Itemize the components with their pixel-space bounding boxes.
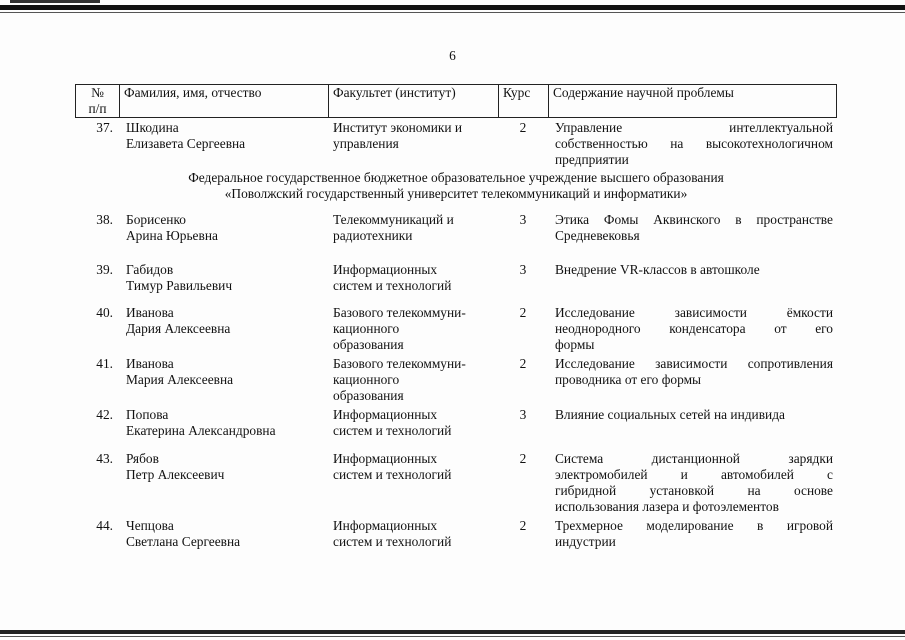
student-surname: Иванова	[126, 305, 174, 320]
table-row	[75, 305, 837, 355]
topic-line: Влияние социальных сетей на индивида	[555, 407, 785, 422]
table-row	[75, 212, 837, 262]
row-number: 38.	[96, 212, 113, 227]
research-topic	[555, 451, 833, 515]
faculty-line: Институт экономики и	[333, 120, 463, 135]
topic-line: электромобилей и автомобилей с	[555, 467, 833, 482]
student-surname: Габидов	[126, 262, 174, 277]
organization-heading	[75, 170, 837, 202]
scan-bottom-border	[0, 630, 905, 634]
topic-line: Трехмерное моделирование в игровой	[555, 518, 833, 533]
topic-line: собственностью на высокотехнологичном	[555, 136, 833, 151]
student-given-names: Светлана Сергеевна	[126, 534, 241, 549]
research-topic	[555, 305, 833, 353]
research-topic	[555, 212, 833, 244]
course: 3	[519, 407, 527, 422]
faculty-line: Информационных	[333, 518, 438, 533]
faculty-line: Телекоммуникаций и	[333, 212, 454, 227]
faculty	[333, 262, 498, 294]
organization-line-1: Федеральное государственное бюджетное образовательное учреждение высшего образования	[188, 170, 724, 185]
student-given-names: Петр Алексеевич	[126, 467, 225, 482]
faculty-line: управления	[333, 136, 399, 151]
student-name	[126, 518, 326, 550]
faculty	[333, 356, 498, 404]
student-name	[126, 407, 326, 439]
faculty	[333, 120, 498, 152]
student-name	[126, 212, 326, 244]
topic-line: Этика Фомы Аквинского в пространстве	[555, 212, 833, 227]
student-given-names: Елизавета Сергеевна	[126, 136, 246, 151]
table-row	[75, 518, 837, 568]
header-name: Фамилия, имя, отчество	[120, 85, 329, 117]
table-row	[75, 451, 837, 514]
faculty-line: Информационных	[333, 262, 438, 277]
page-number: 6	[449, 48, 456, 63]
header-faculty: Факультет (институт)	[329, 85, 499, 117]
student-given-names: Арина Юрьевна	[126, 228, 218, 243]
faculty-line: систем и технологий	[333, 278, 452, 293]
row-number: 39.	[96, 262, 113, 277]
topic-line: неоднородного конденсатора от его	[555, 321, 833, 336]
topic-line: Исследование зависимости сопротивления	[555, 356, 833, 371]
faculty-line: образования	[333, 337, 404, 352]
student-given-names: Екатерина Александровна	[126, 423, 276, 438]
faculty-line: кационного	[333, 321, 400, 336]
header-topic: Содержание научной проблемы	[553, 85, 734, 100]
student-given-names: Мария Алексеевна	[126, 372, 234, 387]
topic-line: использования лазера и фотоэлементов	[555, 499, 779, 514]
faculty-line: систем и технологий	[333, 534, 452, 549]
student-given-names: Тимур Равильевич	[126, 278, 233, 293]
course: 2	[519, 120, 527, 135]
student-surname: Борисенко	[126, 212, 186, 227]
course: 2	[519, 451, 527, 466]
student-name	[126, 451, 326, 483]
row-number: 41.	[96, 356, 113, 371]
faculty-line: Базового телекоммуни-	[333, 305, 466, 320]
faculty	[333, 518, 498, 550]
student-name	[126, 305, 326, 337]
student-surname: Рябов	[126, 451, 159, 466]
student-given-names: Дария Алексеевна	[126, 321, 231, 336]
faculty-line: кационного	[333, 372, 400, 387]
table-row	[75, 407, 837, 457]
student-name	[126, 356, 326, 388]
table-row	[75, 356, 837, 406]
course: 2	[519, 518, 527, 533]
student-name	[126, 120, 326, 152]
organization-line-2: «Поволжский государственный университет телекоммуникаций и информатики»	[224, 186, 688, 201]
student-surname: Иванова	[126, 356, 174, 371]
topic-line: индустрии	[555, 534, 616, 549]
row-number: 40.	[96, 305, 113, 320]
scan-top-border-line	[0, 12, 905, 13]
topic-line: Исследование зависимости ёмкости	[555, 305, 833, 320]
row-number: 42.	[96, 407, 113, 422]
topic-line: Управление интеллектуальной	[555, 120, 833, 135]
research-topic	[555, 518, 833, 550]
course: 2	[519, 305, 527, 320]
course: 3	[519, 262, 527, 277]
faculty	[333, 407, 498, 439]
topic-line: формы	[555, 337, 595, 352]
topic-line: Внедрение VR-классов в автошколе	[555, 262, 760, 277]
faculty-line: Базового телекоммуни-	[333, 356, 466, 371]
faculty	[333, 212, 498, 244]
row-number: 43.	[96, 451, 113, 466]
faculty-line: систем и технологий	[333, 467, 452, 482]
student-surname: Шкодина	[126, 120, 179, 135]
header-num: № п/п	[76, 85, 120, 117]
table-header	[75, 84, 837, 118]
faculty	[333, 305, 498, 353]
research-topic	[555, 356, 833, 388]
faculty-line: Информационных	[333, 451, 438, 466]
scan-bottom-border-line	[0, 636, 905, 637]
scan-top-border	[0, 5, 905, 10]
student-surname: Чепцова	[126, 518, 174, 533]
student-surname: Попова	[126, 407, 169, 422]
table-row	[75, 120, 837, 170]
row-number: 44.	[96, 518, 113, 533]
topic-line: Средневековья	[555, 228, 640, 243]
faculty-line: систем и технологий	[333, 423, 452, 438]
research-topic	[555, 120, 833, 168]
faculty-line: Информационных	[333, 407, 438, 422]
topic-line: проводника от его формы	[555, 372, 702, 387]
research-topic	[555, 407, 833, 423]
student-name	[126, 262, 326, 294]
scan-edge-mark	[10, 0, 100, 3]
course: 2	[519, 356, 527, 371]
course: 3	[519, 212, 527, 227]
research-topic	[555, 262, 833, 278]
row-number: 37.	[96, 120, 113, 135]
topic-line: гибридной установкой на основе	[555, 483, 833, 498]
topic-line: Система дистанционной зарядки	[555, 451, 833, 466]
topic-line: предприятии	[555, 152, 629, 167]
header-course: Курс	[499, 85, 549, 117]
faculty-line: радиотехники	[333, 228, 413, 243]
faculty-line: образования	[333, 388, 404, 403]
faculty	[333, 451, 498, 483]
